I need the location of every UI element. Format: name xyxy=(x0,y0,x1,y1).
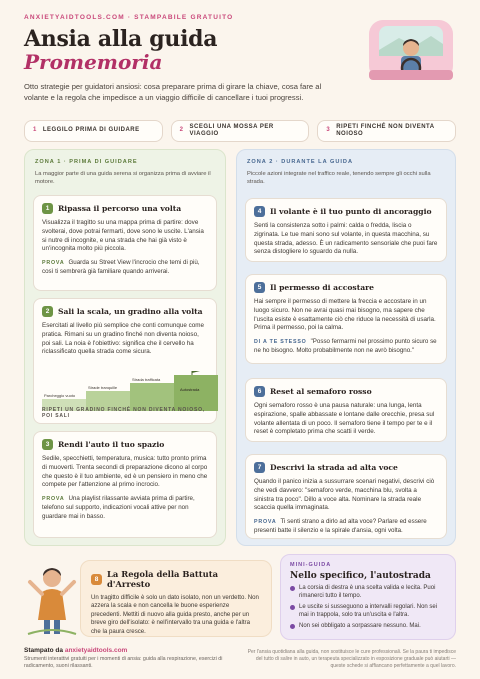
page-subtitle: Promemoria xyxy=(24,50,163,74)
strategy-card-5 xyxy=(245,274,447,364)
car-driver-illustration xyxy=(365,14,457,84)
list-item: La corsia di destra è una scelta valida e lecita. Puoi rimanerci tutto il tempo. xyxy=(290,584,446,600)
person-illustration xyxy=(24,560,80,637)
zone-tag: ZONA 1 · PRIMA DI GUIDARE xyxy=(35,159,138,165)
card-title: 3 Rendi l'auto il tuo spazio xyxy=(42,439,208,450)
footer-disclaimer: Per l'ansia quotidiana alla guida, non sostituisce le cure professionali. Se la paura ti impedisce del tutto di salire in auto, un terapeuta specializzato in esposizione graduale può aiutarti — queste schede si affiancano perfettamente a quel lavoro. xyxy=(247,649,456,669)
zone-tag: ZONA 2 · DURANTE LA GUIDA xyxy=(247,159,354,165)
card-tip: PROVA Guarda su Street View l'incrocio che temi di più, così ti sembrerà già familiare quando arriverai. xyxy=(42,259,200,275)
site-link[interactable]: anxietyaidtools.com xyxy=(64,647,128,654)
stair-label-2: Strade tranquille xyxy=(88,385,118,390)
card-body: Esercitati al livello più semplice che conti comunque come pratica. Rimani su un gradino finché non diventa noioso, poi sali. La noia è l'obiettivo: significa che il cervello ha riclassificato quella strada come sicura. xyxy=(42,322,205,356)
step-1: 1 LEGGILO PRIMA DI GUIDARE xyxy=(24,120,163,142)
zone-while-driving xyxy=(236,149,456,546)
bullet-icon xyxy=(290,624,295,629)
card-title: 5 Il permesso di accostare xyxy=(254,282,438,293)
card-body: Hai sempre il permesso di mettere la freccia e accostare in un luogo sicuro. Non ne avrai quasi mai bisogno, ma sapere che l'uscita esiste è esattamente ciò che riduce la necessità di usarla. Prima il permesso, poi la calma. xyxy=(254,298,436,332)
card-tip: PROVA Ti senti strano a dirlo ad alta voce? Parlare ed essere presenti batte il silenzio e la spirale d'ansia, ogni volta. xyxy=(254,518,427,534)
setback-rule xyxy=(80,560,272,637)
stair-caption: RIPETI UN GRADINO FINCHÉ NON DIVENTA NOIOSO, POI SALI xyxy=(42,407,205,419)
intro-text: Otto strategie per guidatori ansiosi: cosa preparare prima di girare la chiave, cosa fare al volante e la regola che impedisce a un viaggio difficile di cancellare i tuoi progressi. xyxy=(24,82,322,102)
rule-title: 8 La Regola della Battuta d'Arresto xyxy=(91,569,261,589)
footer-printed-from: Stampato da anxietyaidtools.com xyxy=(24,647,128,654)
card-body: Senti la consistenza sotto i palmi: calda o fredda, liscia o zigrinata. Le tue mani sono sul volante, in questa macchina, su questa strada, adesso. È un radicamento sensoriale che puoi fare senza distogliere lo sguardo da nulla. xyxy=(254,222,438,256)
mini-guide-highway xyxy=(280,554,456,640)
header xyxy=(24,14,354,73)
card-tip: DI A TE STESSO "Posso fermarmi nel prossimo punto sicuro se ne ho bisogno. Molto probabilmente non ne avrò bisogno." xyxy=(254,338,437,354)
strategy-card-3 xyxy=(33,431,217,538)
stair-label-4: Autostrada xyxy=(180,387,200,392)
brand-line: ANXIETYAIDTOOLS.COM · STAMPABILE GRATUITO xyxy=(24,14,234,21)
card-tip: PROVA Una playlist rilassante avviata prima di partire, telefono sul supporto, indicazioni vocali attive per non guardare mai in basso. xyxy=(42,495,195,520)
list-item: Le uscite si susseguono a intervalli regolari. Non sei mai in trappola, solo tra un'uscita e l'altra. xyxy=(290,603,446,619)
mini-title: Nello specifico, l'autostrada xyxy=(290,571,431,581)
card-body: Visualizza il tragitto su una mappa prima di partire: dove svolterai, dove potrai fermarti, dove sono le uscite. L'ansia si nutre di incognite, e una strada che hai già visto è un'incognita molto più piccola. xyxy=(42,219,204,253)
bullet-icon xyxy=(290,586,295,591)
footer xyxy=(24,647,224,670)
strategy-card-7 xyxy=(245,454,447,539)
step-strip xyxy=(24,120,456,142)
card-title: 1 Ripassa il percorso una volta xyxy=(42,203,208,214)
stair-diagram xyxy=(42,371,222,411)
card-body: Quando il panico inizia a sussurrare scenari negativi, descrivi ciò che vedi davvero: "semaforo verde, macchina blu, svolta a sinistra tra poco". Dillo a voce alta. Nominare la strada reale scaccia quella immaginata. xyxy=(254,478,435,512)
page-title: Ansia alla guida xyxy=(24,26,218,52)
card-title: 4 Il volante è il tuo punto di ancoraggio xyxy=(254,206,438,217)
zone-subtitle: La maggior parte di una guida serena si organizza prima di avviare il motore. xyxy=(35,171,211,185)
stair-label-3: Strada trafficata xyxy=(132,377,161,382)
card-title: 6 Reset al semaforo rosso xyxy=(254,386,438,397)
zone-before-driving xyxy=(24,149,226,546)
list-item: Non sei obbligato a sorpassare nessuno. Mai. xyxy=(290,622,446,630)
step-2: 2 SCEGLI UNA MOSSA PER VIAGGIO xyxy=(171,120,310,142)
card-title: 7 Descrivi la strada ad alta voce xyxy=(254,462,438,473)
step-3: 3 RIPETI FINCHÉ NON DIVENTA NOIOSO xyxy=(317,120,456,142)
bullet-icon xyxy=(290,605,295,610)
card-body: Sedile, specchietti, temperatura, musica: tutto pronto prima di muoverti. Trenta secondi di preparazione dicono al corpo che questo è il tuo ambiente, ed è un pensiero in meno che compete per l'attenzione al primo incrocio. xyxy=(42,455,208,489)
strategy-card-1 xyxy=(33,195,217,291)
zone-subtitle: Piccole azioni integrate nel traffico reale, tenendo sempre gli occhi sulla strada. xyxy=(247,171,431,185)
card-title: 2 Sali la scala, un gradino alla volta xyxy=(42,306,208,317)
strategy-card-6 xyxy=(245,378,447,442)
footer-description: Strumenti interattivi gratuiti per i momenti di ansia: guida alla respirazione, esercizi di radicamento, suoni rilassanti. xyxy=(24,656,223,669)
stair-label-1: Parcheggio vuoto xyxy=(44,393,76,398)
card-body: Ogni semaforo rosso è una pausa naturale: una lunga, lenta espirazione, spalle abbassate e lontane dalle orecchie, presa sul volante allentata di un poco. Il semaforo tiene il tempo per te e il reset è completato prima che scatti il verde. xyxy=(254,402,435,436)
strategy-card-2 xyxy=(33,298,217,424)
strategy-card-4 xyxy=(245,198,447,262)
mini-tag: MINI-GUIDA xyxy=(290,562,332,568)
rule-body: Un tragitto difficile è solo un dato isolato, non un verdetto. Non azzera la scala e non cancella le buone esperienze precedenti. Mettiti di nuovo alla guida presto, anche per un breve giro dell'isolato: è nell'intervallo tra una guida e l'altra che la paura cresce. xyxy=(91,594,259,635)
